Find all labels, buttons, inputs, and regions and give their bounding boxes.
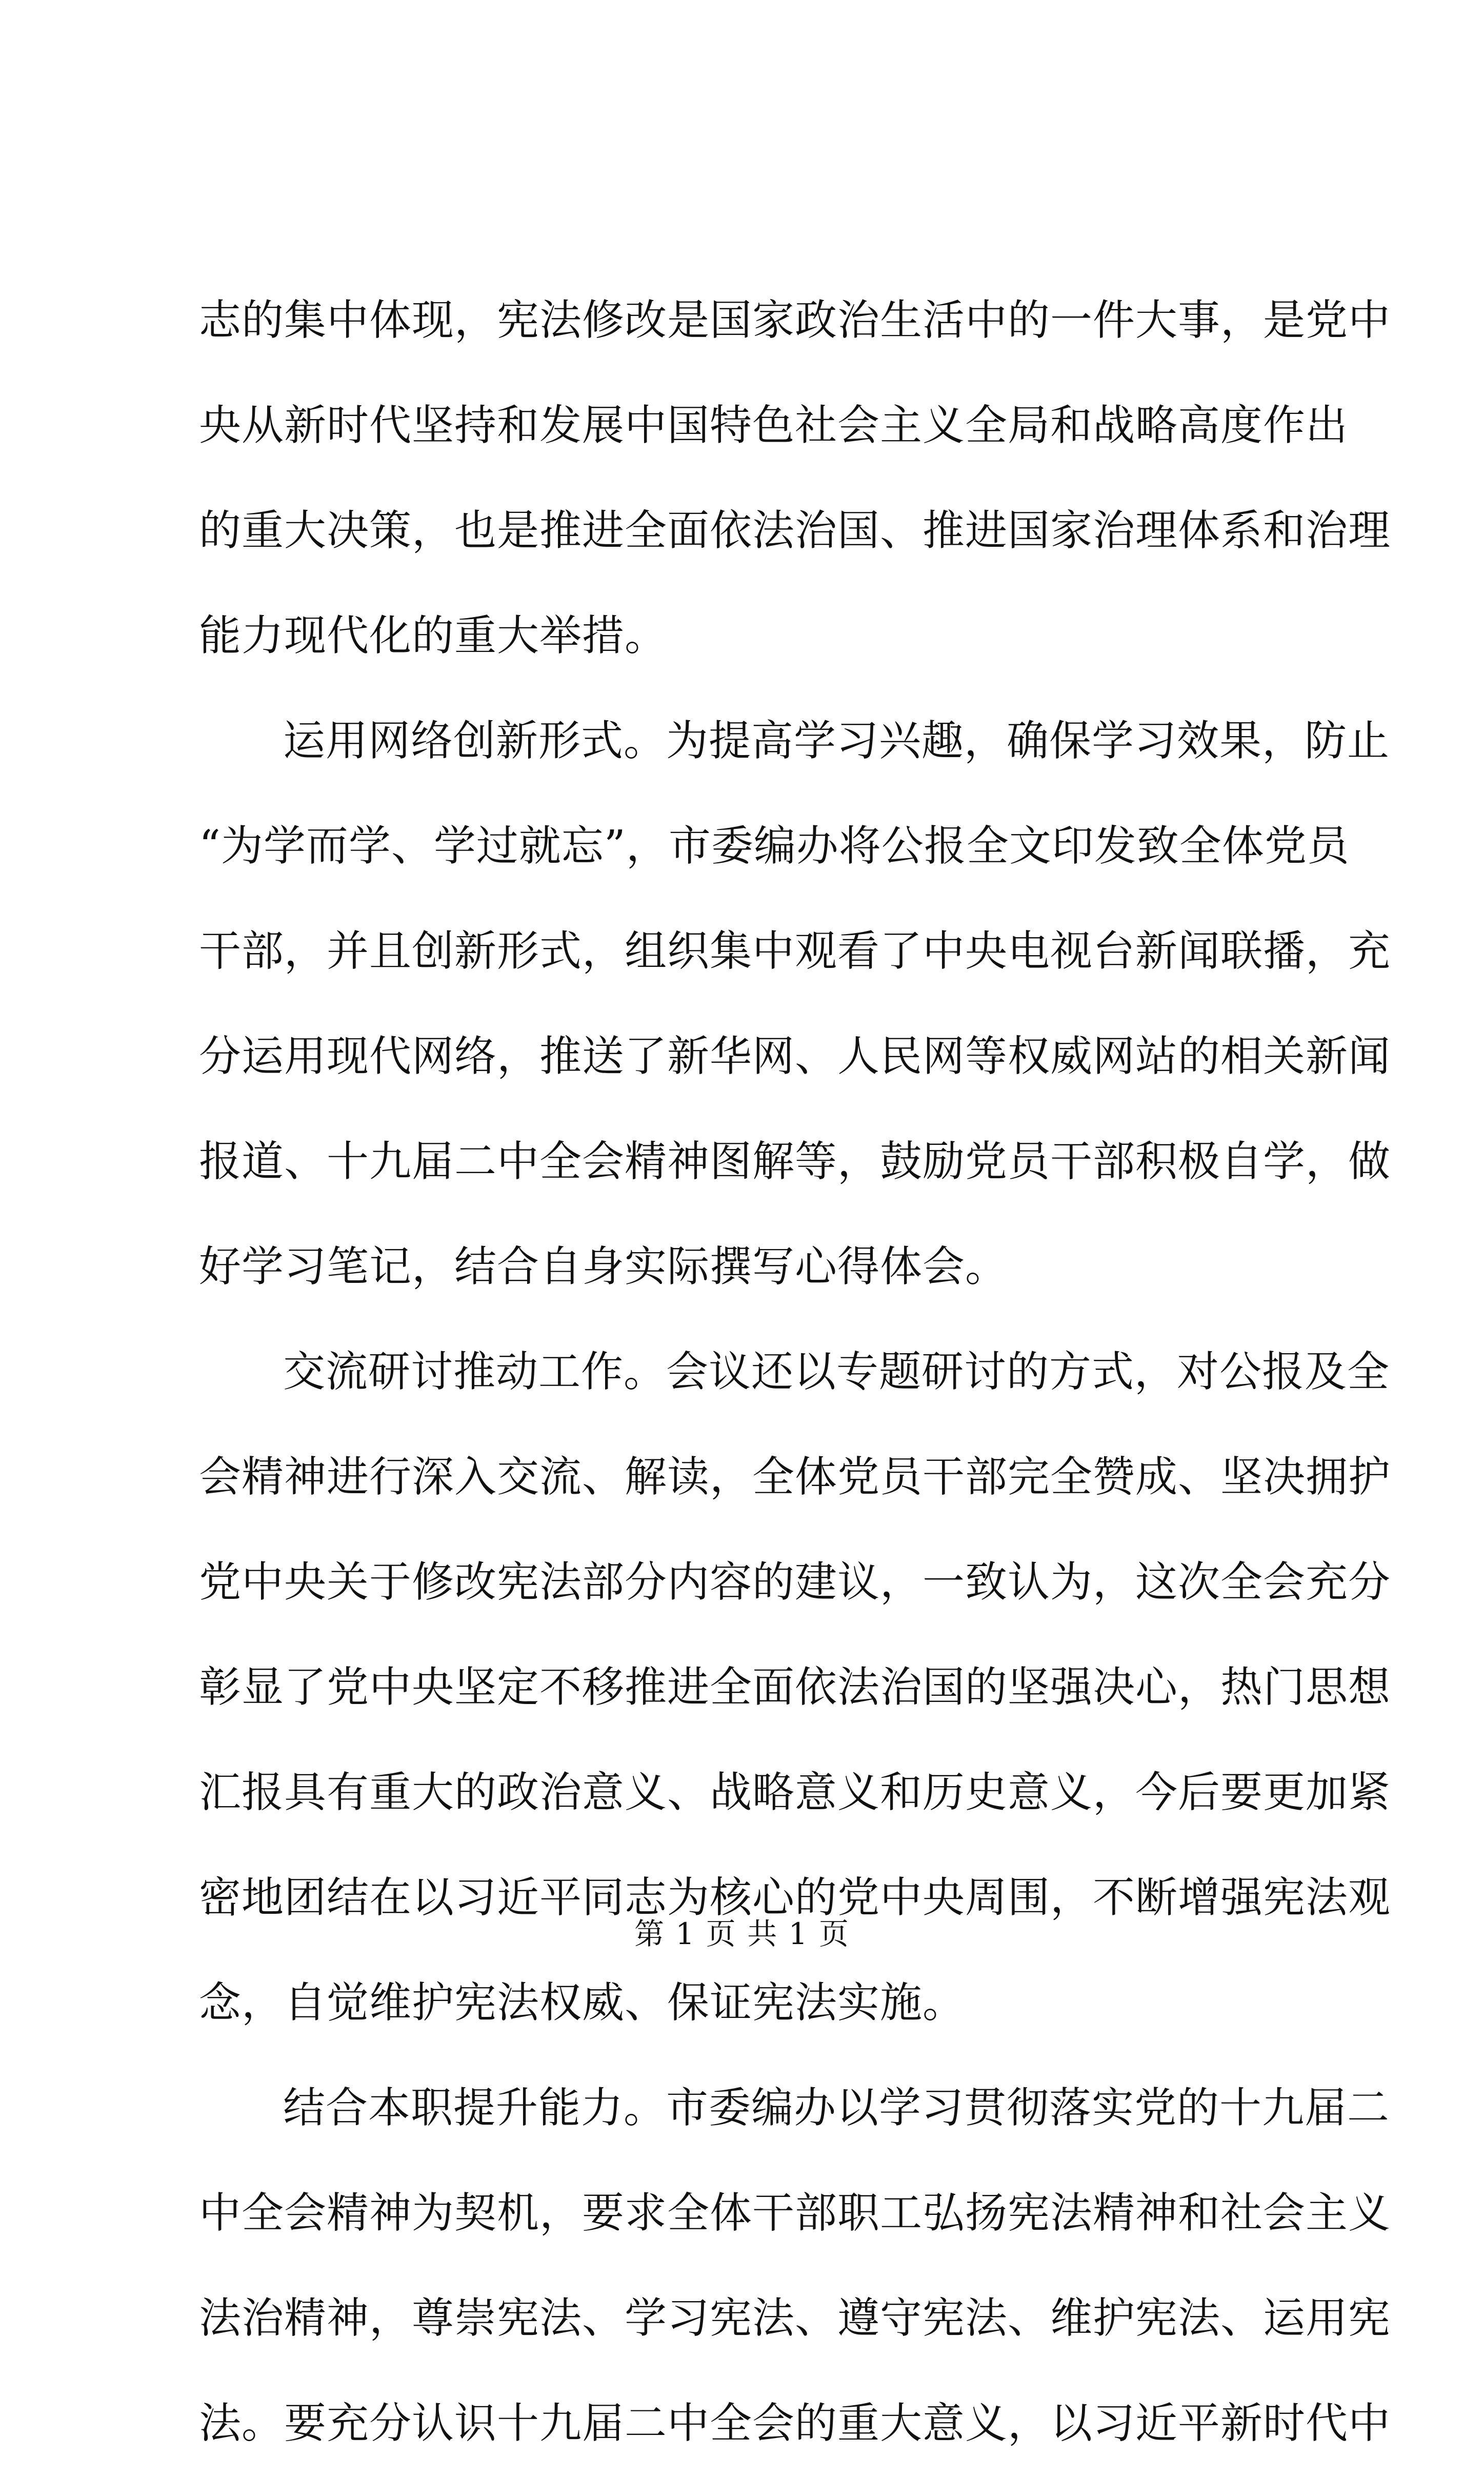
- paragraph-2: [199, 688, 1391, 1319]
- text-line: 法治精神，尊崇宪法、学习宪法、遵守宪法、维护宪法、运用宪: [199, 2294, 1391, 2343]
- text-line: 念，自觉维护宪法权威、保证宪法实施。: [199, 1978, 966, 2027]
- document-body: [199, 268, 1391, 2476]
- text-line: 好学习笔记，结合自身实际撰写心得体会。: [199, 1242, 1008, 1291]
- page-number-footer: 第 1 页 共 1 页: [634, 1916, 850, 1951]
- text-line: 交流研讨推动工作。会议还以专题研讨的方式，对公报及全: [283, 1348, 1390, 1396]
- paragraph-1: [199, 268, 1391, 688]
- text-line: 的重大决策，也是推进全面依法治国、推进国家治理体系和治理: [199, 506, 1391, 555]
- text-line: 志的集中体现，宪法修改是国家政治生活中的一件大事，是党中: [199, 296, 1391, 345]
- text-line: 中全会精神为契机，要求全体干部职工弘扬宪法精神和社会主义: [199, 2189, 1391, 2237]
- text-line: 能力现代化的重大举措。: [199, 611, 668, 660]
- text-line: 汇报具有重大的政治意义、战略意义和历史意义，今后要更加紧: [199, 1768, 1391, 1817]
- paragraph-4: [199, 2055, 1391, 2476]
- text-line: 密地团结在以习近平同志为核心的党中央周围，不断增强宪法观: [199, 1873, 1391, 1922]
- text-line: 结合本职提升能力。市委编办以学习贯彻落实党的十九届二: [283, 2084, 1390, 2132]
- text-line: 法。要充分认识十九届二中全会的重大意义，以习近平新时代中: [199, 2399, 1391, 2448]
- text-line: 党中央关于修改宪法部分内容的建议，一致认为，这次全会充分: [199, 1558, 1391, 1607]
- text-line: 干部，并且创新形式，组织集中观看了中央电视台新闻联播，充: [199, 927, 1391, 976]
- text-line: 会精神进行深入交流、解读，全体党员干部完全赞成、坚决拥护: [199, 1453, 1391, 1501]
- text-line: 运用网络创新形式。为提高学习兴趣，确保学习效果，防止: [283, 717, 1390, 765]
- text-line: 彰显了党中央坚定不移推进全面依法治国的坚强决心，热门思想: [199, 1663, 1391, 1712]
- text-line: 报道、十九届二中全会精神图解等，鼓励党员干部积极自学，做: [199, 1137, 1391, 1186]
- text-line: 分运用现代网络，推送了新华网、人民网等权威网站的相关新闻: [199, 1032, 1391, 1081]
- text-line: 央从新时代坚持和发展中国特色社会主义全局和战略高度作出: [199, 401, 1349, 450]
- text-line: “为学而学、学过就忘”，市委编办将公报全文印发致全体党员: [199, 822, 1350, 870]
